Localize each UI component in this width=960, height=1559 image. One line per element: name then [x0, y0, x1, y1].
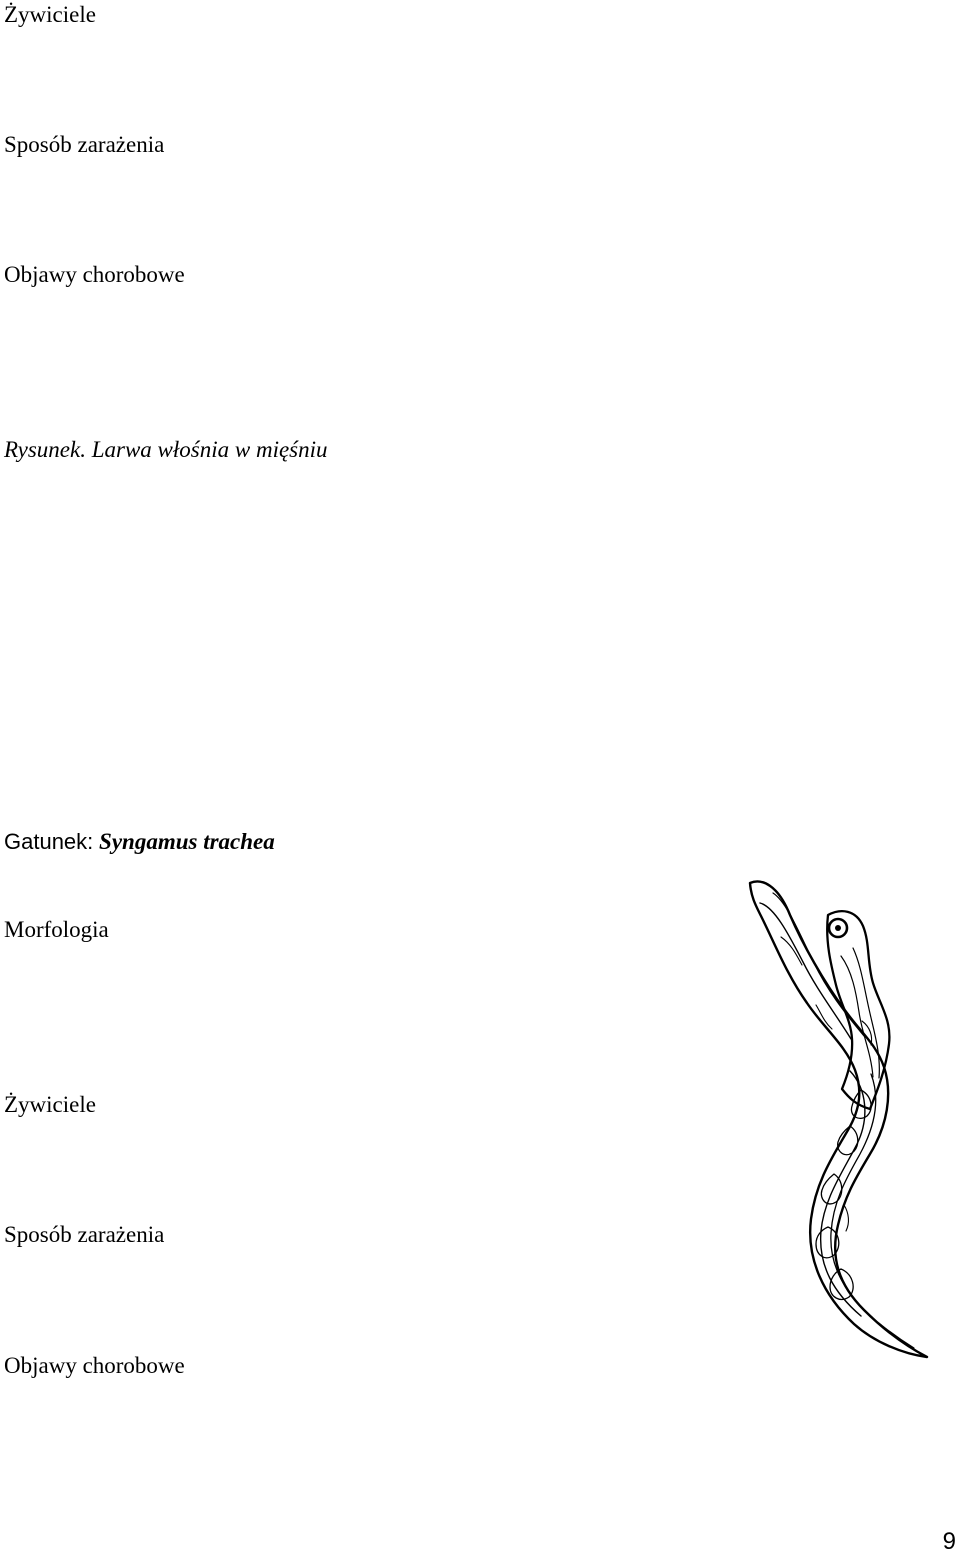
symptoms-heading-1: Objawy chorobowe [4, 262, 185, 287]
infection-method-heading-1: Sposób zarażenia [4, 132, 165, 157]
infection-method-heading-2: Sposób zarażenia [4, 1222, 165, 1247]
hosts-heading-2: Żywiciele [4, 1092, 96, 1117]
species-label: Gatunek: [4, 829, 94, 854]
figure-caption: Rysunek. Larwa włośnia w mięśniu [4, 437, 328, 462]
hosts-heading-1: Żywiciele [4, 2, 96, 27]
morphology-heading: Morfologia [4, 917, 109, 942]
syngamus-illustration [720, 845, 960, 1385]
worm-pair-icon [720, 845, 960, 1385]
symptoms-heading-2: Objawy chorobowe [4, 1353, 185, 1378]
species-line [4, 829, 275, 855]
page-number: 9 [942, 1528, 956, 1555]
species-name: Syngamus trachea [99, 829, 275, 854]
